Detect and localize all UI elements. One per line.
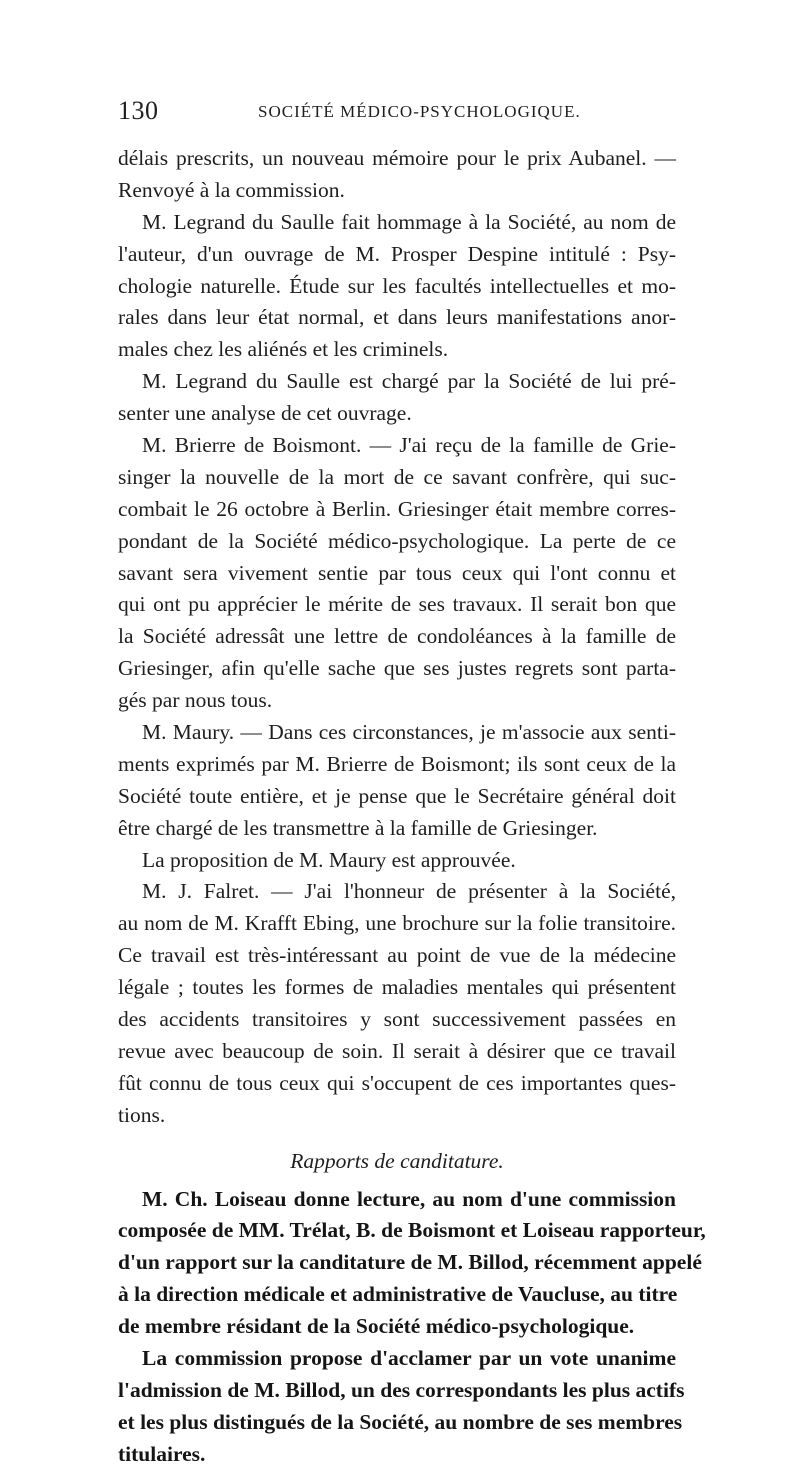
report-section [118,1184,706,1471]
text-line: d'un rapport sur la canditature de M. Billod, récemment appelé [118,1250,702,1275]
text-line: La proposition de M. Maury est approuvée. [142,847,516,872]
text-line: et les plus distingués de la Société, au nombre de ses membres [118,1409,683,1434]
text-line: l'auteur, d'un ouvrage de M. Prosper Despine intitulé : Psy- [118,241,676,266]
text-line: M. J. Falret. — J'ai l'honneur de présenter à la Société, [142,879,676,904]
text-line: La commission propose d'acclamer par un vote unanime [142,1345,676,1370]
text-line: M. Ch. Loiseau donne lecture, au nom d'une commission [142,1186,676,1211]
text-line: de membre résidant de la Société médico-psychologique. [118,1314,635,1339]
text-line: Ce travail est très-intéressant au point de vue de la médecine [118,943,676,968]
text-line: tions. [118,1102,166,1127]
text-line: singer la nouvelle de la mort de ce savant confrère, qui suc- [118,464,676,489]
text-line: qui ont pu apprécier le mérite de ses travaux. Il serait bon que [118,592,676,617]
text-line: ments exprimés par M. Brierre de Boismont; ils sont ceux de la [118,751,676,776]
page-header [118,96,678,130]
section-spacer [118,1132,676,1146]
text-line: délais prescrits, un nouveau mémoire pour le prix Aubanel. — [118,146,676,170]
section-heading: Rapports de canditature. [290,1148,504,1173]
text-line: au nom de M. Krafft Ebing, une brochure sur la folie transitoire. [118,911,676,936]
text-line: titulaires. [118,1441,206,1466]
text-line: légale ; toutes les formes de maladies mentales qui présentent [118,975,676,1000]
text-line: chologie naturelle. Étude sur les facultés intellectuelles et mo- [118,273,676,298]
text-line: Renvoyé à la commission. [118,177,345,202]
text-line: gés par nous tous. [118,688,273,713]
text-line: revue avec beaucoup de soin. Il serait à désirer que ce travail [118,1038,676,1063]
text-line: M. Maury. — Dans ces circonstances, je m'associe aux senti- [142,720,676,745]
text-line: à la direction médicale et administrative de Vaucluse, au titre [118,1282,678,1307]
text-line: combait le 26 octobre à Berlin. Griesinger était membre corres- [118,496,676,521]
text-line: composée de MM. Trélat, B. de Boismont et Loiseau rapporteur, [118,1218,706,1243]
text-line: males chez les aliénés et les criminels. [118,337,449,362]
text-line: pondant de la Société médico-psychologique. La perte de ce [118,528,676,553]
text-line: l'admission de M. Billod, un des correspondants les plus actifs [118,1377,685,1402]
text-line: des accidents transitoires y sont successivement passées en [118,1007,676,1032]
text-line: rales dans leur état normal, et dans leurs manifestations anor- [118,305,676,330]
text-line: savant sera vivement sentie par tous ceux qui l'ont connu et [118,560,676,585]
text-line: fût connu de tous ceux qui s'occupent de ces importantes ques- [118,1070,676,1095]
text-line: Société toute entière, et je pense que le Secrétaire général doit [118,783,676,808]
body-text [118,143,706,1471]
text-line: senter une analyse de cet ouvrage. [118,401,412,426]
running-head: SOCIÉTÉ MÉDICO-PSYCHOLOGIQUE. [258,102,581,121]
page-number: 130 [118,96,159,125]
text-line: la Société adressât une lettre de condoléances à la famille de [118,624,676,649]
text-line: Griesinger, afin qu'elle sache que ses justes regrets sont parta- [118,656,676,681]
text-line: M. Legrand du Saulle est chargé par la Société de lui pré- [142,369,676,394]
text-line: M. Legrand du Saulle fait hommage à la Société, au nom de [142,209,676,234]
text-line: M. Brierre de Boismont. — J'ai reçu de la famille de Grie- [142,433,676,458]
text-line: être chargé de les transmettre à la famille de Griesinger. [118,815,598,840]
